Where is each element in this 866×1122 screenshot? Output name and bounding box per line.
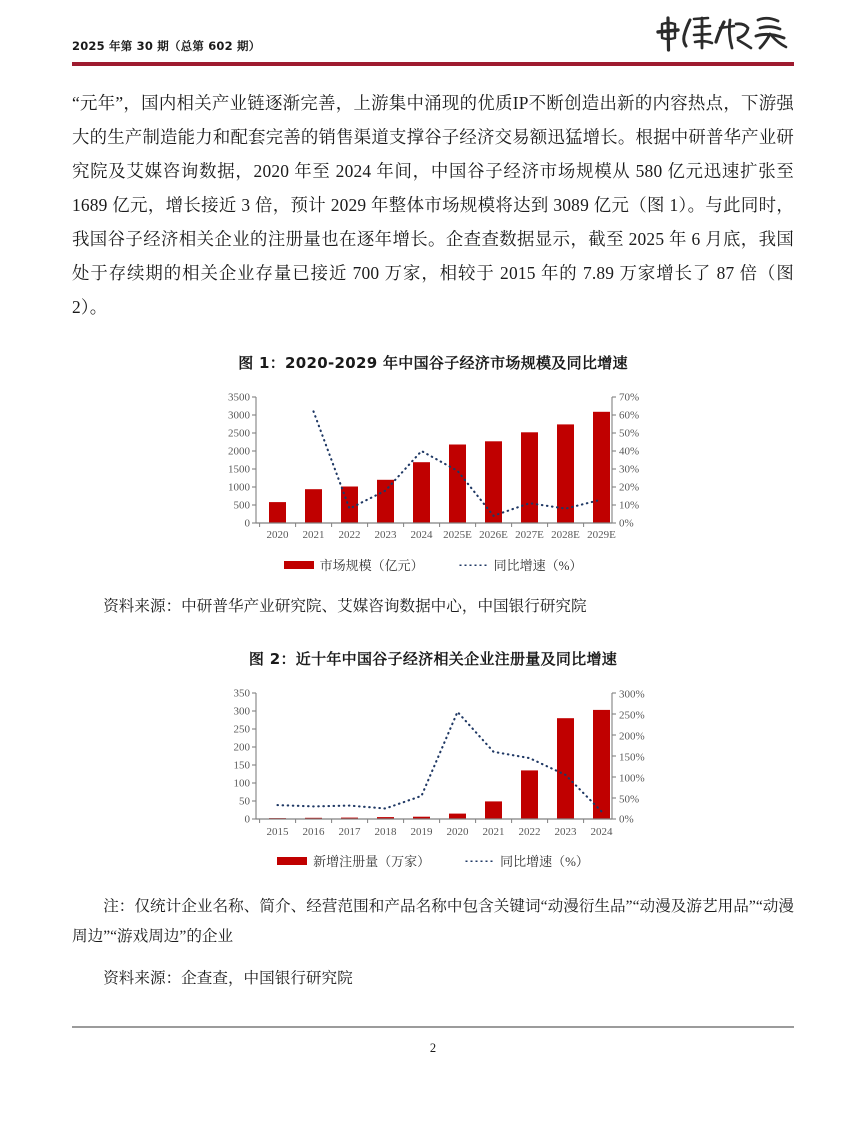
svg-text:2029E: 2029E (587, 529, 616, 541)
dotted-line-swatch-icon (458, 561, 488, 569)
svg-text:0: 0 (244, 517, 250, 530)
svg-text:2016: 2016 (302, 826, 325, 838)
svg-text:2017: 2017 (338, 826, 361, 838)
figure2-xaxis (256, 819, 613, 838)
figure2-legend-line (464, 851, 589, 870)
svg-text:150%: 150% (619, 751, 645, 764)
figure1-svg (198, 385, 668, 553)
svg-text:3000: 3000 (228, 409, 250, 422)
svg-text:30%: 30% (619, 463, 640, 476)
svg-text:2019: 2019 (410, 826, 433, 838)
figure2-legend (198, 851, 668, 870)
figure1-legend-bar (284, 555, 424, 574)
figure1-yaxis-right (612, 392, 639, 530)
figure1-xaxis (256, 523, 616, 541)
svg-text:2027E: 2027E (515, 529, 544, 541)
svg-text:0%: 0% (619, 813, 634, 826)
figure1-yaxis-left (228, 392, 256, 530)
svg-text:150: 150 (233, 759, 250, 772)
figure2-legend-line-label: 同比增速（%） (500, 854, 589, 869)
bar-swatch-icon (284, 561, 314, 569)
page-header (72, 0, 794, 72)
svg-text:40%: 40% (619, 445, 640, 458)
svg-text:0%: 0% (619, 517, 634, 530)
dotted-line-swatch-icon (464, 857, 494, 865)
figure2-yaxis-right (612, 689, 645, 826)
svg-text:2021: 2021 (482, 826, 505, 838)
svg-text:10%: 10% (619, 499, 640, 512)
svg-text:350: 350 (233, 687, 250, 700)
svg-text:2015: 2015 (266, 826, 289, 838)
figure2-line (278, 712, 602, 812)
svg-text:2023: 2023 (374, 529, 397, 541)
footer-divider (72, 1026, 794, 1029)
figure1-source: 资料来源：中研普华产业研究院、艾媒咨询数据中心，中国银行研究院 (103, 598, 587, 615)
svg-text:2018: 2018 (374, 826, 397, 838)
figure2-legend-bar-label: 新增注册量（万家） (313, 854, 431, 869)
svg-text:2020: 2020 (446, 826, 469, 838)
figure2-yaxis-left (234, 688, 257, 826)
svg-text:50%: 50% (619, 793, 640, 806)
svg-text:200: 200 (233, 741, 250, 754)
svg-text:100%: 100% (619, 772, 645, 785)
figure1-legend (198, 555, 668, 574)
svg-text:300: 300 (233, 705, 250, 718)
figure2-note: 注：仅统计企业名称、简介、经营范围和产品名称中包含关键词“动漫衍生品”“动漫及游艺用品”“动漫周边”“游戏周边”的企业 (72, 898, 794, 945)
svg-text:3500: 3500 (228, 391, 250, 404)
bar-swatch-icon (277, 857, 307, 865)
figure1-chart (198, 385, 668, 574)
figure1-legend-bar-label: 市场规模（亿元） (319, 558, 424, 573)
svg-text:2000: 2000 (228, 445, 250, 458)
svg-text:100: 100 (233, 777, 250, 790)
svg-text:2026E: 2026E (479, 529, 508, 541)
figure2-legend-bar (277, 851, 430, 870)
svg-text:2024: 2024 (590, 826, 613, 838)
svg-text:250%: 250% (619, 709, 645, 722)
figure1-bars (269, 412, 610, 523)
svg-text:2025E: 2025E (443, 529, 472, 541)
header-divider (72, 62, 794, 66)
figure2-svg (198, 681, 668, 849)
svg-text:1500: 1500 (228, 463, 250, 476)
svg-text:2500: 2500 (228, 427, 250, 440)
svg-text:50: 50 (239, 795, 250, 808)
svg-text:60%: 60% (619, 409, 640, 422)
svg-text:2028E: 2028E (551, 529, 580, 541)
figure1-legend-line-label: 同比增速（%） (493, 558, 583, 573)
page-number: 2 (429, 1041, 437, 1055)
svg-text:200%: 200% (619, 730, 645, 743)
svg-text:2022: 2022 (338, 529, 361, 541)
figure2-chart (198, 681, 668, 870)
figure2-source: 资料来源：企查查，中国银行研究院 (103, 970, 353, 987)
svg-text:0: 0 (244, 813, 250, 826)
svg-text:2022: 2022 (518, 826, 541, 838)
issue-label: 2025 年第 30 期（总第 602 期） (72, 39, 261, 53)
svg-text:2024: 2024 (410, 529, 433, 541)
svg-text:20%: 20% (619, 481, 640, 494)
figure1-title: 图 1：2020-2029 年中国谷子经济市场规模及同比增速 (238, 354, 628, 372)
svg-text:1000: 1000 (228, 481, 250, 494)
svg-text:300%: 300% (619, 688, 645, 701)
figure1-legend-line (458, 555, 583, 574)
body-paragraph: “元年”，国内相关产业链逐渐完善，上游集中涌现的优质IP不断创造出新的内容热点，下游强大的生产制造能力和配套完善的销售渠道支撑谷子经济交易额迅猛增长。根据中研普华产业研究院及艾媒咨询数据，2020 年至 2024 年间，中国谷子经济市场规模从 580 亿元迅速扩张至 1689 亿元，增长接近 3 倍，预计 2029 年整体市场规模将达到 3089 亿元（图 1）。与此同时，我国谷子经济相关企业的注册量也在逐年增长。企查查数据显示，截至 2025 年 6 月底，我国处于存续期的相关企业存量已接近 700 万家，相较于 2015 年的 7.89 万家增长了 87 倍（图 2）。 (72, 93, 794, 317)
brand-logo-icon (652, 10, 794, 56)
svg-text:500: 500 (233, 499, 250, 512)
svg-text:250: 250 (233, 723, 250, 736)
svg-text:2020: 2020 (266, 529, 289, 541)
svg-text:70%: 70% (619, 391, 640, 404)
svg-text:50%: 50% (619, 427, 640, 440)
figure2-bars (269, 710, 610, 819)
svg-text:2023: 2023 (554, 826, 577, 838)
svg-text:2021: 2021 (302, 529, 325, 541)
figure2-title: 图 2：近十年中国谷子经济相关企业注册量及同比增速 (248, 650, 618, 668)
